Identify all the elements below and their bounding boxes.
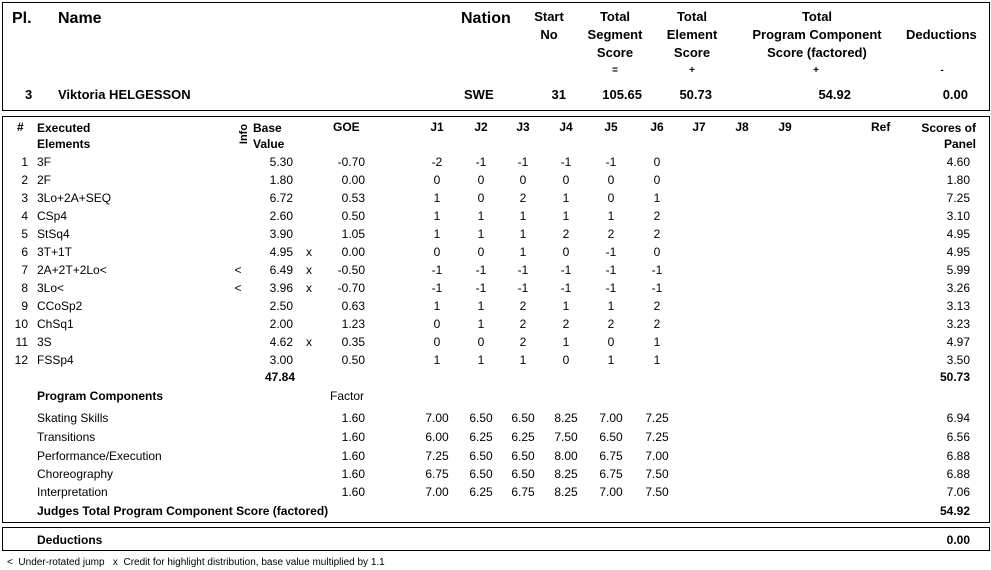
element-judge-1: 0 — [433, 335, 441, 349]
col-executed-elements: Executed Elements — [37, 121, 91, 151]
element-judge-5: 1 — [607, 353, 615, 367]
skater-place: 3 — [25, 87, 33, 102]
element-panel-score: 4.95 — [946, 227, 970, 241]
element-judge-6: 1 — [653, 353, 661, 367]
col-scores-of-panel: Scores of Panel — [921, 121, 976, 151]
elements-base-total: 47.84 — [264, 370, 295, 384]
element-judge-3: 1 — [519, 353, 527, 367]
element-code: FSSp4 — [37, 353, 74, 367]
element-code: 2F — [37, 173, 52, 187]
col-judge-7: J7 — [692, 120, 706, 134]
component-judge-5: 6.75 — [599, 467, 623, 481]
element-judge-4: 2 — [562, 317, 570, 331]
component-judge-4: 8.00 — [554, 449, 578, 463]
element-info: < — [234, 263, 242, 277]
component-judge-1: 7.00 — [425, 411, 449, 425]
element-base-value: 2.00 — [269, 317, 293, 331]
element-goe: 0.00 — [341, 173, 365, 187]
component-judge-4: 8.25 — [554, 485, 578, 499]
element-judge-5: -1 — [605, 155, 617, 169]
component-judge-3: 6.50 — [511, 467, 535, 481]
element-number: 7 — [21, 263, 28, 277]
component-panel-score: 6.94 — [946, 411, 970, 425]
element-judge-4: -1 — [560, 281, 572, 295]
element-judge-5: 1 — [607, 299, 615, 313]
element-judge-4: 2 — [562, 227, 570, 241]
header-start-no: Start No — [534, 9, 564, 42]
element-judge-1: 1 — [433, 353, 441, 367]
col-judge-4: J4 — [559, 120, 573, 134]
component-judge-2: 6.50 — [469, 411, 493, 425]
element-info: < — [234, 281, 242, 295]
element-judge-1: 1 — [433, 299, 441, 313]
element-panel-score: 3.10 — [946, 209, 970, 223]
col-base-value: Base Value — [253, 121, 285, 151]
element-judge-5: 2 — [607, 227, 615, 241]
element-judge-6: 1 — [653, 335, 661, 349]
element-goe: 0.50 — [341, 209, 365, 223]
element-code: StSq4 — [37, 227, 70, 241]
element-number: 2 — [21, 173, 28, 187]
header-total-element-score: Total Element Score — [666, 9, 718, 60]
element-code: 3F — [37, 155, 52, 169]
element-judge-4: 1 — [562, 299, 570, 313]
element-judge-6: 2 — [653, 227, 661, 241]
element-judge-1: 0 — [433, 173, 441, 187]
element-judge-2: 0 — [477, 335, 485, 349]
col-judge-1: J1 — [430, 120, 444, 134]
component-factor: 1.60 — [341, 411, 365, 425]
component-judge-5: 6.75 — [599, 449, 623, 463]
component-name: Interpretation — [37, 485, 108, 499]
element-bonus-marker: x — [306, 263, 312, 277]
component-factor: 1.60 — [341, 449, 365, 463]
element-panel-score: 4.60 — [946, 155, 970, 169]
element-base-value: 2.60 — [269, 209, 293, 223]
element-bonus-marker: x — [306, 245, 312, 259]
col-judge-6: J6 — [650, 120, 664, 134]
element-number: 5 — [21, 227, 28, 241]
col-ref: Ref — [871, 120, 891, 134]
element-judge-2: 1 — [477, 353, 485, 367]
element-judge-3: 2 — [519, 191, 527, 205]
operator-plus-1: + — [689, 65, 695, 76]
col-goe: GOE — [333, 120, 360, 134]
component-judge-5: 6.50 — [599, 430, 623, 444]
footnote-under-text: Under-rotated jump — [18, 557, 105, 568]
element-judge-3: 2 — [519, 317, 527, 331]
element-judge-2: -1 — [475, 281, 487, 295]
header-place: Pl. — [12, 10, 32, 27]
col-judge-8: J8 — [735, 120, 749, 134]
element-judge-6: 2 — [653, 299, 661, 313]
component-judge-2: 6.25 — [469, 430, 493, 444]
element-bonus-marker: x — [306, 335, 312, 349]
element-code: 2A+2T+2Lo< — [37, 263, 107, 277]
element-judge-5: -1 — [605, 281, 617, 295]
element-number: 6 — [21, 245, 28, 259]
skater-deductions: 0.00 — [942, 87, 968, 102]
col-info: Info — [238, 123, 250, 145]
element-panel-score: 3.26 — [946, 281, 970, 295]
element-judge-6: 0 — [653, 173, 661, 187]
element-judge-6: 0 — [653, 245, 661, 259]
footnote-x-text: Credit for highlight distribution, base value multiplied by 1.1 — [123, 557, 385, 568]
component-name: Choreography — [37, 467, 114, 481]
component-panel-score: 6.56 — [946, 430, 970, 444]
component-factor: 1.60 — [341, 467, 365, 481]
component-factor: 1.60 — [341, 485, 365, 499]
element-code: CSp4 — [37, 209, 68, 223]
element-judge-1: 1 — [433, 209, 441, 223]
element-goe: 0.35 — [341, 335, 365, 349]
element-judge-4: -1 — [560, 155, 572, 169]
operator-equals: = — [612, 65, 618, 76]
component-judge-5: 7.00 — [599, 411, 623, 425]
component-panel-score: 6.88 — [946, 467, 970, 481]
component-judge-6: 7.50 — [645, 467, 669, 481]
element-judge-5: -1 — [605, 245, 617, 259]
component-judge-3: 6.50 — [511, 411, 535, 425]
element-judge-4: 1 — [562, 191, 570, 205]
deductions-value: 0.00 — [946, 533, 970, 547]
element-base-value: 3.00 — [269, 353, 293, 367]
component-panel-score: 6.88 — [946, 449, 970, 463]
component-judge-1: 6.00 — [425, 430, 449, 444]
operator-minus: - — [940, 65, 944, 76]
skater-start-no: 31 — [551, 87, 566, 102]
element-goe: 1.05 — [341, 227, 365, 241]
element-judge-2: -1 — [475, 155, 487, 169]
element-number: 11 — [15, 335, 28, 349]
element-panel-score: 7.25 — [946, 191, 970, 205]
element-base-value: 3.96 — [269, 281, 293, 295]
element-judge-3: -1 — [517, 155, 529, 169]
col-judge-9: J9 — [778, 120, 792, 134]
element-panel-score: 3.23 — [946, 317, 970, 331]
component-judge-1: 7.00 — [425, 485, 449, 499]
element-judge-6: -1 — [651, 281, 663, 295]
element-judge-5: 2 — [607, 317, 615, 331]
element-judge-6: 0 — [653, 155, 661, 169]
element-judge-4: 0 — [562, 173, 570, 187]
element-base-value: 5.30 — [269, 155, 293, 169]
element-number: 4 — [21, 209, 28, 223]
component-judge-6: 7.00 — [645, 449, 669, 463]
element-judge-5: 0 — [607, 335, 615, 349]
element-judge-1: -1 — [431, 263, 443, 277]
component-judge-6: 7.25 — [645, 411, 669, 425]
element-bonus-marker: x — [306, 281, 312, 295]
element-goe: 0.63 — [341, 299, 365, 313]
col-num: # — [17, 120, 24, 134]
element-panel-score: 1.80 — [946, 173, 970, 187]
deductions-label: Deductions — [37, 533, 103, 547]
element-judge-1: 1 — [433, 227, 441, 241]
component-judge-1: 7.25 — [425, 449, 449, 463]
header-total-segment-score: Total Segment Score — [587, 9, 643, 60]
header-name: Name — [58, 10, 102, 27]
element-judge-5: 1 — [607, 209, 615, 223]
element-judge-3: 1 — [519, 227, 527, 241]
col-judge-2: J2 — [474, 120, 488, 134]
element-base-value: 6.49 — [269, 263, 293, 277]
operator-plus-2: + — [813, 65, 819, 76]
element-judge-6: 2 — [653, 317, 661, 331]
element-code: ChSq1 — [37, 317, 74, 331]
element-base-value: 4.62 — [269, 335, 293, 349]
element-goe: -0.50 — [337, 263, 365, 277]
element-goe: -0.70 — [337, 155, 365, 169]
skater-tes: 50.73 — [679, 87, 712, 102]
element-judge-2: 1 — [477, 299, 485, 313]
element-code: 3Lo< — [37, 281, 65, 295]
component-judge-5: 7.00 — [599, 485, 623, 499]
element-judge-4: 1 — [562, 335, 570, 349]
element-panel-score: 3.13 — [946, 299, 970, 313]
element-number: 8 — [21, 281, 28, 295]
element-judge-2: 1 — [477, 209, 485, 223]
element-judge-3: 1 — [519, 245, 527, 259]
component-judge-6: 7.50 — [645, 485, 669, 499]
element-judge-1: 0 — [433, 245, 441, 259]
footnote-x-symbol: x — [112, 557, 118, 568]
element-judge-6: -1 — [651, 263, 663, 277]
element-base-value: 3.90 — [269, 227, 293, 241]
skater-pcs: 54.92 — [818, 87, 851, 102]
skater-nation: SWE — [464, 87, 494, 102]
footnote-under-symbol: < — [7, 557, 13, 568]
element-goe: 1.23 — [341, 317, 365, 331]
element-base-value: 4.95 — [269, 245, 293, 259]
component-judge-4: 8.25 — [554, 467, 578, 481]
element-code: 3S — [37, 335, 52, 349]
element-judge-4: -1 — [560, 263, 572, 277]
element-code: 3Lo+2A+SEQ — [37, 191, 112, 205]
element-panel-score: 4.95 — [946, 245, 970, 259]
element-judge-3: 1 — [519, 209, 527, 223]
element-number: 10 — [14, 317, 28, 331]
pcs-total-label: Judges Total Program Component Score (factored) — [37, 504, 329, 518]
component-panel-score: 7.06 — [946, 485, 970, 499]
component-name: Skating Skills — [37, 411, 109, 425]
element-number: 1 — [21, 155, 28, 169]
element-goe: -0.70 — [337, 281, 365, 295]
component-name: Performance/Execution — [37, 449, 162, 463]
header-total-pcs: Total Program Component Score (factored) — [752, 9, 882, 60]
element-base-value: 6.72 — [269, 191, 293, 205]
component-judge-1: 6.75 — [425, 467, 449, 481]
component-judge-2: 6.50 — [469, 467, 493, 481]
element-judge-4: 1 — [562, 209, 570, 223]
col-judge-3: J3 — [516, 120, 530, 134]
element-judge-2: 1 — [477, 317, 485, 331]
element-goe: 0.53 — [341, 191, 365, 205]
component-judge-3: 6.50 — [511, 449, 535, 463]
element-judge-6: 1 — [653, 191, 661, 205]
element-judge-2: 0 — [477, 191, 485, 205]
component-factor: 1.60 — [341, 430, 365, 444]
element-judge-5: 0 — [607, 173, 615, 187]
element-judge-4: 0 — [562, 245, 570, 259]
element-judge-5: -1 — [605, 263, 617, 277]
element-judge-3: -1 — [517, 281, 529, 295]
component-judge-3: 6.75 — [511, 485, 535, 499]
element-judge-3: 2 — [519, 299, 527, 313]
element-base-value: 2.50 — [269, 299, 293, 313]
component-judge-2: 6.50 — [469, 449, 493, 463]
element-judge-1: -1 — [431, 281, 443, 295]
component-judge-2: 6.25 — [469, 485, 493, 499]
element-panel-score: 4.97 — [946, 335, 970, 349]
component-judge-3: 6.25 — [511, 430, 535, 444]
element-base-value: 1.80 — [269, 173, 293, 187]
element-judge-2: 0 — [477, 245, 485, 259]
factor-label: Factor — [330, 389, 365, 403]
footnote — [7, 557, 385, 568]
element-goe: 0.50 — [341, 353, 365, 367]
element-judge-1: 0 — [433, 317, 441, 331]
element-judge-5: 0 — [607, 191, 615, 205]
element-number: 9 — [21, 299, 28, 313]
component-name: Transitions — [37, 430, 96, 444]
col-judge-5: J5 — [604, 120, 618, 134]
skater-tss: 105.65 — [602, 87, 642, 102]
element-judge-4: 0 — [562, 353, 570, 367]
element-judge-2: -1 — [475, 263, 487, 277]
header-deductions: Deductions — [906, 27, 977, 42]
element-code: 3T+1T — [37, 245, 73, 259]
element-panel-score: 3.50 — [946, 353, 970, 367]
skater-name: Viktoria HELGESSON — [58, 87, 191, 102]
element-number: 12 — [14, 353, 28, 367]
element-judge-3: -1 — [517, 263, 529, 277]
element-code: CCoSp2 — [37, 299, 83, 313]
component-judge-4: 7.50 — [554, 430, 578, 444]
element-judge-2: 1 — [477, 227, 485, 241]
element-judge-1: 1 — [433, 191, 441, 205]
element-judge-6: 2 — [653, 209, 661, 223]
component-judge-6: 7.25 — [645, 430, 669, 444]
element-number: 3 — [21, 191, 28, 205]
program-components-title: Program Components — [37, 389, 164, 403]
header-nation: Nation — [461, 10, 511, 27]
element-goe: 0.00 — [341, 245, 365, 259]
elements-score-total: 50.73 — [939, 370, 970, 384]
element-panel-score: 5.99 — [946, 263, 970, 277]
element-judge-2: 0 — [477, 173, 485, 187]
element-judge-3: 2 — [519, 335, 527, 349]
pcs-total-score: 54.92 — [939, 504, 970, 518]
component-judge-4: 8.25 — [554, 411, 578, 425]
element-judge-1: -2 — [431, 155, 443, 169]
deductions-box — [2, 527, 990, 551]
element-judge-3: 0 — [519, 173, 527, 187]
